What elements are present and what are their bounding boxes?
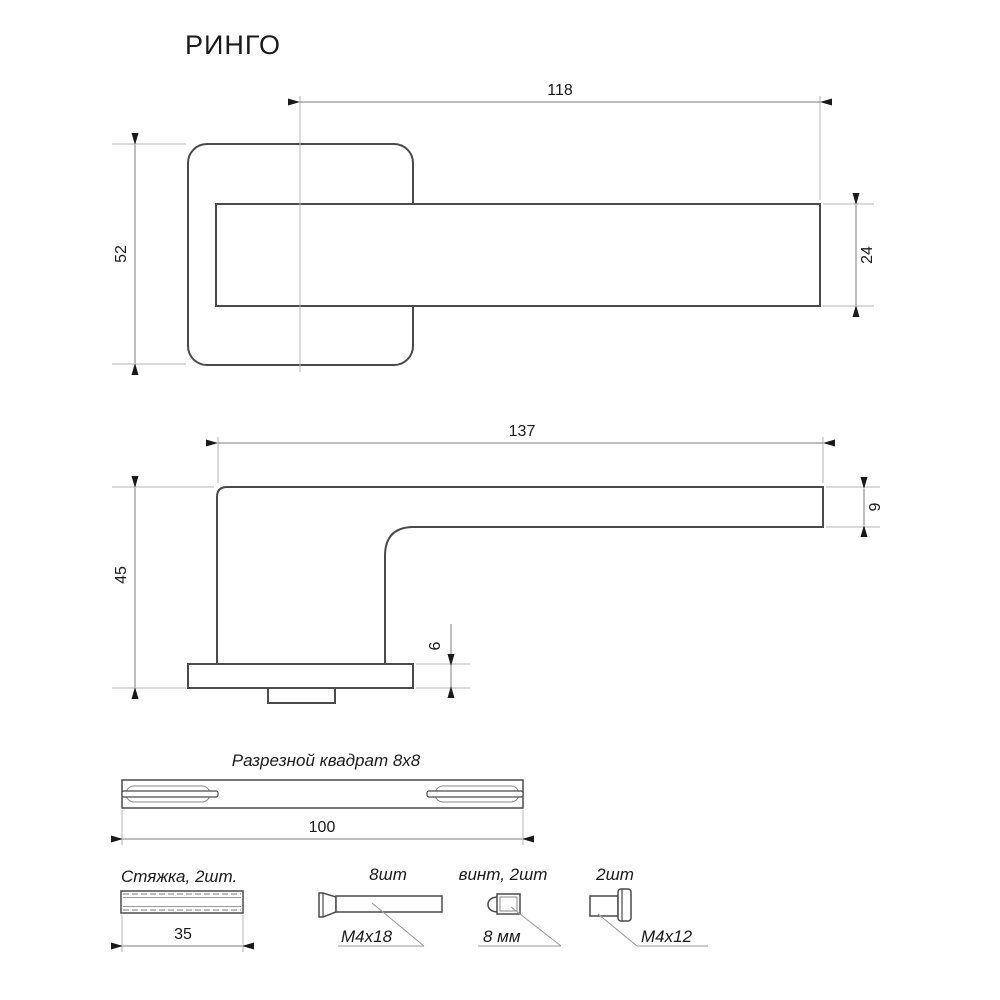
side-view [112,423,884,703]
screw-8mm-cap [488,897,497,912]
screw-m4x18-qty: 8шт [369,865,407,884]
dim-6-value: 6 [427,641,444,651]
page-title: РИНГО [185,30,282,60]
dim-spindle-length [122,810,523,845]
dim-118-value: 118 [547,82,573,99]
screw-m4x18-item [319,865,442,946]
bushing-qty: 2шт [596,865,634,884]
bushing-flange [618,889,631,921]
tie-rod-label: Стяжка, 2шт. [121,867,238,886]
screw-8mm-qty: винт, 2шт [458,865,548,884]
screw-m4x18-shaft [336,896,442,912]
dim-137-value: 137 [508,423,536,440]
dim-total-length [218,423,823,483]
side-rosette-plate [188,664,413,688]
dim-45-value: 45 [113,566,130,584]
spindle-right-slot [427,791,523,797]
dim-100-value: 100 [308,819,336,836]
screw-m4x18-head [319,893,336,917]
spindle-label: Разрезной квадрат 8х8 [231,751,421,770]
front-lever-outline [216,204,820,306]
bushing-size: М4х12 [641,927,693,946]
side-handle-outline [217,487,823,664]
dim-grip-thickness [826,487,884,527]
dim-rosette-thickness [416,624,470,688]
side-spindle-collar [268,688,335,703]
front-view [112,82,876,372]
dim-rosette-size [112,144,186,364]
bushing-body [590,896,618,916]
dim-52-value: 52 [113,245,130,263]
dim-lever-width [823,204,876,306]
dim-24-value: 24 [859,246,876,264]
dim-tie-rod-length [122,915,243,952]
screw-m4x18-size: М4х18 [341,927,393,946]
spindle-left-slot [122,791,218,797]
tie-rod-item [121,867,243,952]
dim-total-height [112,487,214,688]
screw-8mm-size: 8 мм [483,927,521,946]
dim-35-value: 35 [174,926,192,943]
spindle-view [122,751,523,845]
screw-8mm-item [459,865,561,946]
bushing-m4x12-item [590,865,708,946]
dim-9-value: 9 [867,502,884,512]
hardware-row [121,865,708,952]
